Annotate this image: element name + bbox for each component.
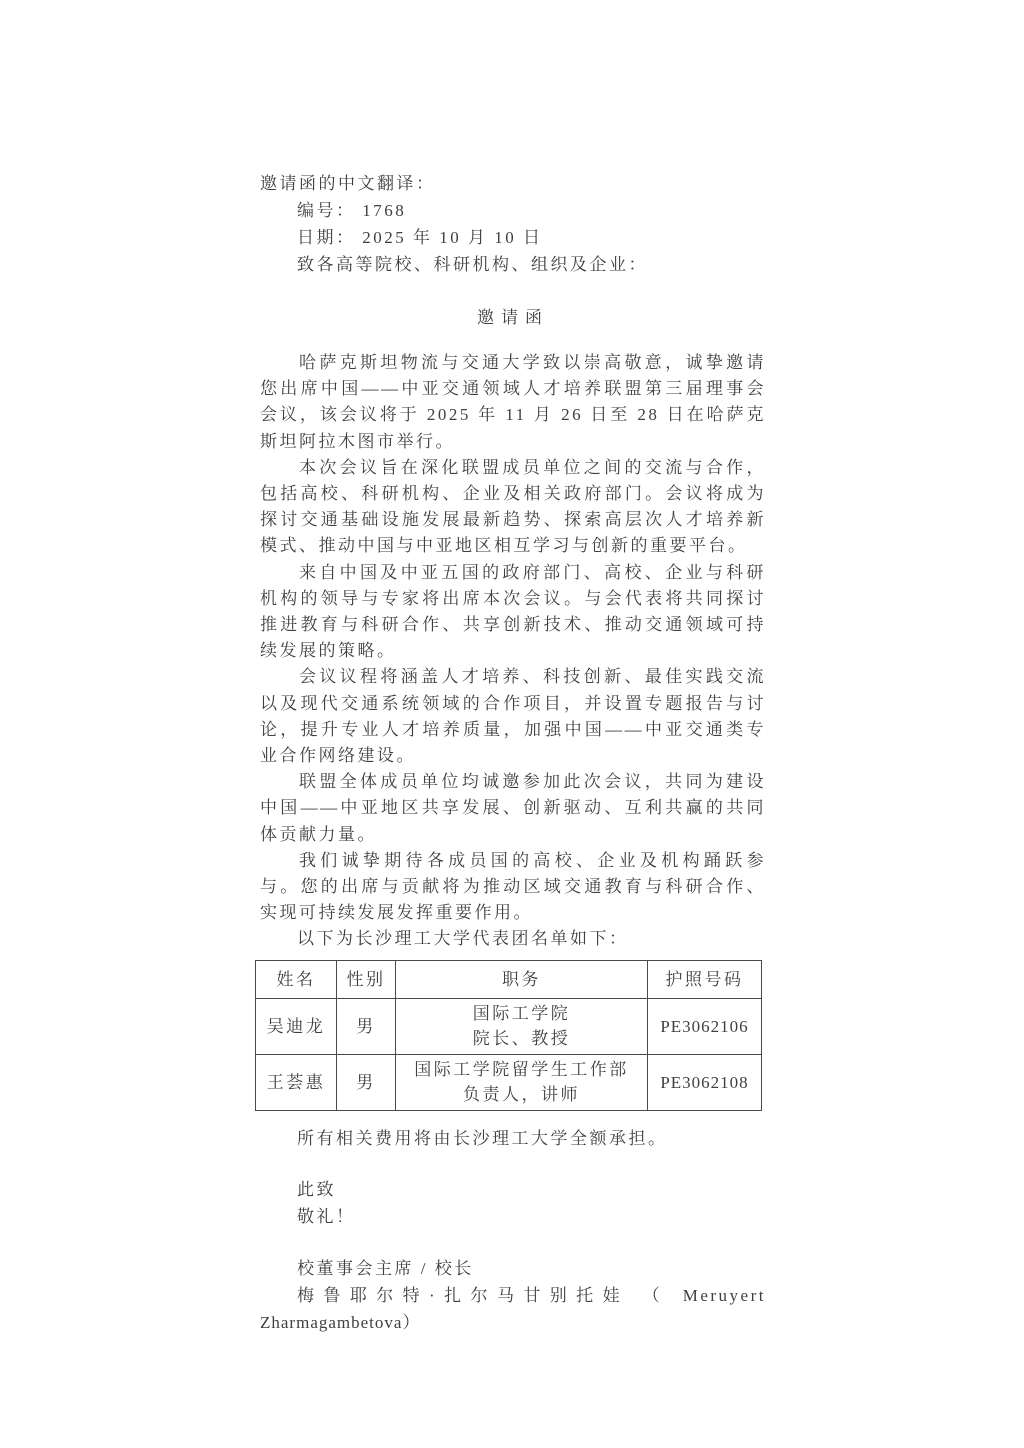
col-header-position: 职务: [396, 960, 648, 998]
closing-block: [260, 1176, 766, 1230]
ref-number-line: 编号： 1768: [297, 201, 407, 220]
translation-intro: 邀请函的中文翻译：: [260, 174, 436, 193]
cell-passport: PE3062106: [648, 998, 762, 1054]
position-line-2: 负责人，讲师: [463, 1085, 580, 1105]
cell-passport: PE3062108: [648, 1054, 762, 1110]
table-header-row: [256, 960, 762, 998]
signer-role: 校董事会主席 / 校长: [297, 1258, 474, 1278]
letter-title: 邀请函: [477, 308, 549, 327]
cell-position: [396, 1054, 648, 1110]
table-row: [256, 998, 762, 1054]
body-paragraph-6: 我们诚挚期待各成员国的高校、企业及机构踊跃参与。您的出席与贡献将为推动区域交通教育与科研合作、实现可持续发展发挥重要作用。: [260, 850, 766, 923]
position-line-1: 国际工学院: [472, 1004, 571, 1024]
recipients-line: 致各高等院校、科研机构、组织及企业：: [297, 255, 648, 274]
delegation-table: [255, 960, 762, 1111]
letter-content: [260, 170, 766, 1336]
cell-name: 吴迪龙: [256, 998, 337, 1054]
signature-block: [260, 1255, 766, 1336]
table-row: [256, 1054, 762, 1110]
cell-gender: 男: [337, 998, 396, 1054]
col-header-passport: 护照号码: [648, 960, 762, 998]
delegation-intro: 以下为长沙理工大学代表团名单如下：: [297, 929, 629, 949]
col-header-name: 姓名: [256, 960, 337, 998]
fee-note: 所有相关费用将由长沙理工大学全额承担。: [297, 1128, 668, 1148]
position-line-2: 院长、教授: [472, 1029, 571, 1049]
closing-regards: 此致: [297, 1179, 336, 1199]
cell-gender: 男: [337, 1054, 396, 1110]
body-paragraph-5: 联盟全体成员单位均诚邀参加此次会议，共同为建设中国——中亚地区共享发展、创新驱动、互利共赢的共同体贡献力量。: [260, 772, 766, 844]
body-paragraph-2: 本次会议旨在深化联盟成员单位之间的交流与合作，包括高校、科研机构、企业及相关政府部门。会议将成为探讨交通基础设施发展最新趋势、探索高层次人才培养新模式、推动中国与中亚地区相互学习与创新的重要平台。: [260, 457, 766, 556]
cell-position: [396, 998, 648, 1054]
body-paragraph-3: 来自中国及中亚五国的政府部门、高校、企业与科研机构的领导与专家将出席本次会议。与会代表将共同探讨推进教育与科研合作、共享创新技术、推动交通领域可持续发展的策略。: [260, 562, 766, 661]
col-header-gender: 性别: [337, 960, 396, 998]
body-paragraph-1: 哈萨克斯坦物流与交通大学致以崇高敬意，诚挚邀请您出席中国——中亚交通领域人才培养联盟第三届理事会会议，该会议将于 2025 年 11 月 26 日至 28 日在哈萨克斯坦阿拉木图市举行。: [260, 353, 766, 451]
position-line-1: 国际工学院留学生工作部: [414, 1060, 629, 1080]
date-line: 日期： 2025 年 10 月 10 日: [297, 228, 543, 247]
closing-salute: 敬礼！: [297, 1206, 356, 1226]
signer-name-line-1: 梅鲁耶尔特·扎尔马甘别托娃 （ Meruyert: [297, 1285, 766, 1305]
cell-name: 王荟惠: [256, 1054, 337, 1110]
signer-name-line-2: Zharmagambetova）: [260, 1312, 421, 1332]
body-paragraph-4: 会议议程将涵盖人才培养、科技创新、最佳实践交流以及现代交通系统领域的合作项目，并设置专题报告与讨论，提升专业人才培养质量，加强中国——中亚交通类专业合作网络建设。: [260, 667, 766, 766]
